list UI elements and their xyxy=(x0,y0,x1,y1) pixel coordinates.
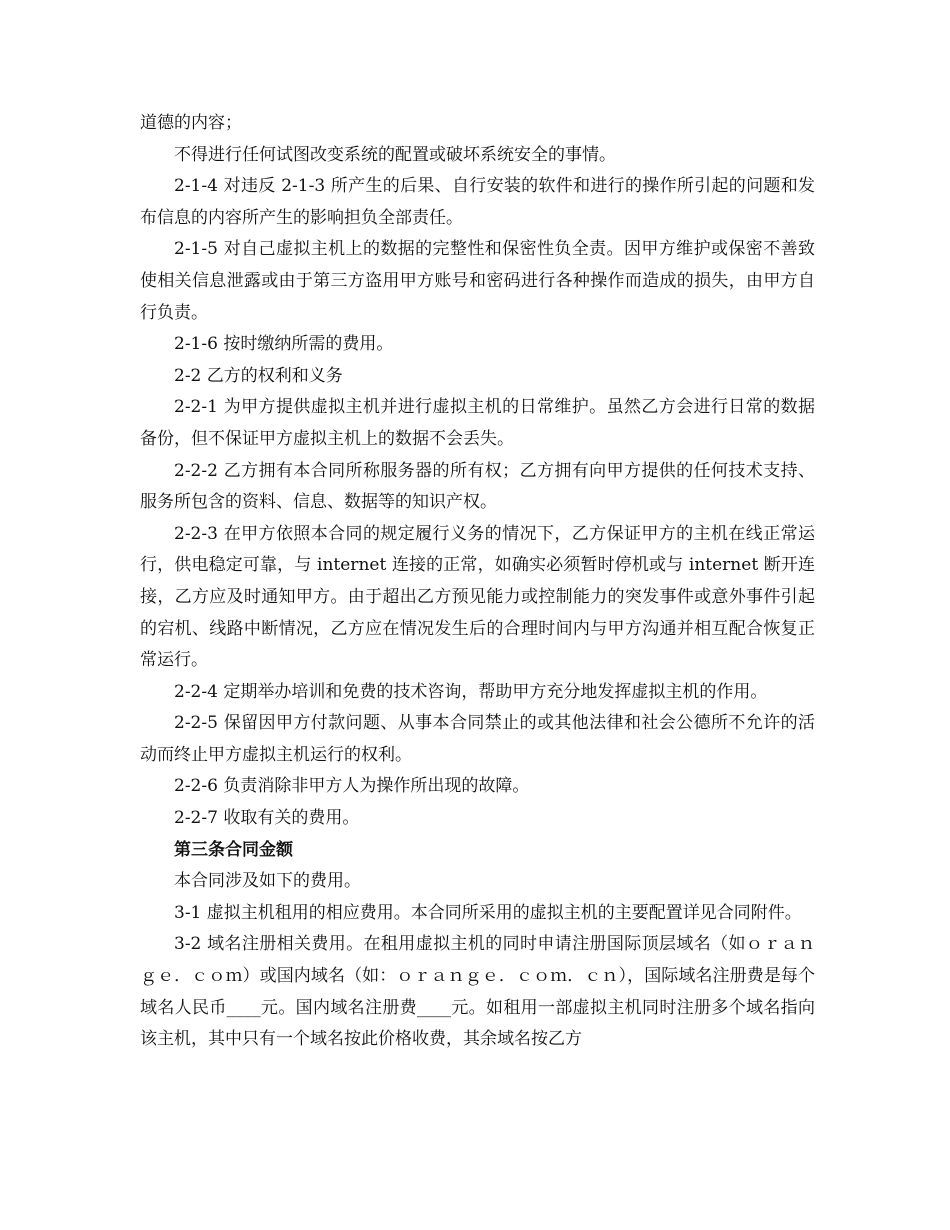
paragraph-3-1: 3-1 虚拟主机租用的相应费用。本合同所采用的虚拟主机的主要配置详见合同附件。 xyxy=(174,902,802,923)
paragraph-fees-intro: 本合同涉及如下的费用。 xyxy=(174,871,361,892)
paragraph-morality-content: 道德的内容； xyxy=(140,113,242,133)
paragraph-2-1-6: 2-1-6 按时缴纳所需的费用。 xyxy=(174,334,394,355)
section-heading-article-3: 第三条合同金额 xyxy=(174,839,293,860)
paragraph-2-2-3: 2-2-3 在甲方依照本合同的规定履行义务的情况下，乙方保证甲方的主机在线正常运行，供电稳定可靠，与 internet 连接的正常，如确实必须暂时停机或与 internet 断开连接，乙方应及时通知甲方。由于超出乙方预见能力或控制能力的突发事件或意外事件引起的宕机、线路中断情况，乙方应在情况发生后的合理时间内与甲方沟通并相互配合恢复正常运行。 xyxy=(140,523,815,671)
paragraph-2-2-6: 2-2-6 负责消除非甲方人为操作所出现的故障。 xyxy=(174,776,530,797)
paragraph-2-2: 2-2 乙方的权利和义务 xyxy=(174,365,343,386)
paragraph-3-2: 3-2 域名注册相关费用。在租用虚拟主机的同时申请注册国际顶层域名（如ｏｒａｎｇｅ．ｃｏｍ）或国内域名（如：ｏｒａｎｇｅ．ｃｏｍ．ｃｎ），国际域名注册费是每个域名人民币____元。国内域名注册费____元。如租用一部虚拟主机同时注册多个域名指向该主机，其中只有一个域名按此价格收费，其余域名按乙方 xyxy=(140,934,815,1050)
paragraph-2-2-2: 2-2-2 乙方拥有本合同所称服务器的所有权；乙方拥有向甲方提供的任何技术支持、服务所包含的资料、信息、数据等的知识产权。 xyxy=(140,460,815,513)
document-body xyxy=(140,108,815,1056)
paragraph-2-2-7: 2-2-7 收取有关的费用。 xyxy=(174,808,360,829)
paragraph-2-2-1: 2-2-1 为甲方提供虚拟主机并进行虚拟主机的日常维护。虽然乙方会进行日常的数据备份，但不保证甲方虚拟主机上的数据不会丢失。 xyxy=(140,397,815,449)
paragraph-2-2-4: 2-2-4 定期举办培训和免费的技术咨询，帮助甲方充分地发挥虚拟主机的作用。 xyxy=(174,681,768,702)
paragraph-no-system-change: 不得进行任何试图改变系统的配置或破坏系统安全的事情。 xyxy=(174,144,616,165)
paragraph-2-2-5: 2-2-5 保留因甲方付款问题、从事本合同禁止的或其他法律和社会公德所不允许的活动而终止甲方虚拟主机运行的权利。 xyxy=(140,713,815,765)
paragraph-2-1-5: 2-1-5 对自己虚拟主机上的数据的完整性和保密性负全责。因甲方维护或保密不善致使相关信息泄露或由于第三方盗用甲方账号和密码进行各种操作而造成的损失，由甲方自行负责。 xyxy=(140,239,815,323)
paragraph-2-1-4: 2-1-4 对违反 2-1-3 所产生的后果、自行安装的软件和进行的操作所引起的问题和发布信息的内容所产生的影响担负全部责任。 xyxy=(140,176,815,228)
